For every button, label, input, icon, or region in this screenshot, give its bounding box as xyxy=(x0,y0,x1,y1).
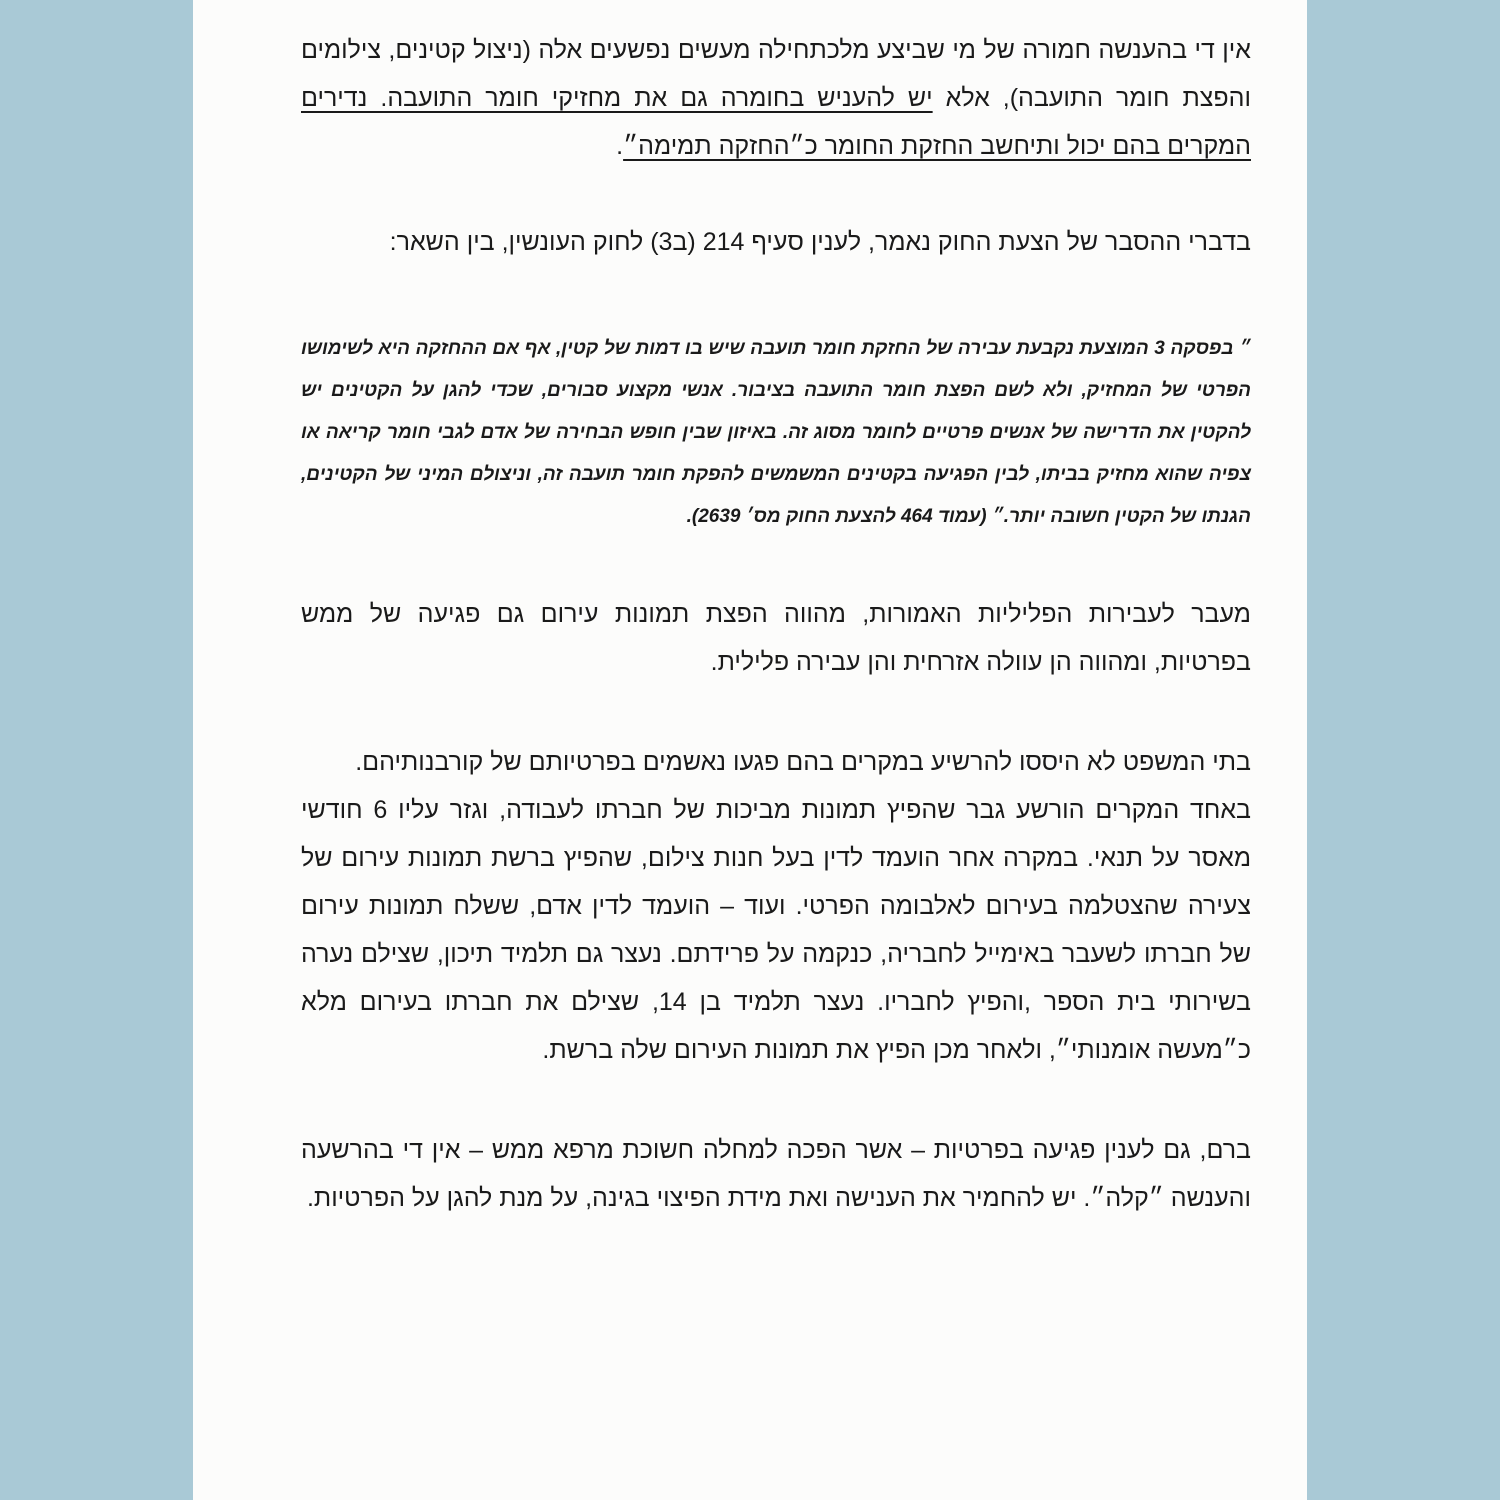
paragraph-privacy-violation: מעבר לעבירות הפליליות האמורות, מהווה הפצת תמונות עירום גם פגיעה של ממש בפרטיות, ומהווה הן עוולה אזרחית והן עבירה פלילית. xyxy=(301,600,1251,676)
underlined-emphasis: יש להעניש בחומרה גם את מחזיקי חומר התועבה. נדירים המקרים בהם יכול ותיחשב החזקת החומר כ״החזקה תמימה״ xyxy=(301,84,1251,160)
paragraph-case-examples: באחד המקרים הורשע גבר שהפיץ תמונות מביכות של חברתו לעבודה, וגזר עליו 6 חודשי מאסר על תנאי. במקרה אחר הועמד לדין בעל חנות צילום, שהפיץ ברשת תמונות עירום של צעירה שהצטלמה בעירום לאלבומה הפרטי. ועוד – הועמד לדין אדם, ששלח תמונות עירום של חברתו לשעבר באימייל לחבריה, כנקמה על פרידתם. נעצר גם תלמיד תיכון, שצילם נערה בשירותי בית הספר ,והפיץ לחבריו. נעצר תלמיד בן 14, שצילם את חברתו בעירום מלא כ״מעשה אומנותי״, ולאחר מכן הפיץ את תמונות העירום שלה ברשת. xyxy=(301,796,1252,1064)
paragraph-explanatory-notes: בדברי ההסבר של הצעת החוק נאמר, לענין סעיף 214 (ב3) לחוק העונשין, בין השאר: xyxy=(389,228,1251,256)
block-quote-bill: ״ בפסקה 3 המוצעת נקבעת עבירה של החזקת חומר תועבה שיש בו דמות של קטין, אף אם ההחזקה היא לשימושו הפרטי של המחזיק, ולא לשם הפצת חומר התועבה בציבור. אנשי מקצוע סבורים, שכדי להגן על הקטינים יש להקטין את הדרישה של אנשים פרטיים לחומר מסוג זה. באיזון שבין חופש הבחירה של אדם לגבי חומר קריאה או צפיה שהוא מחזיק בביתו, לבין הפגיעה בקטינים המשמשים להפקת חומר תועבה זה, וניצולם המיני של הקטינים, הגנתו של הקטין חשובה יותר.״ (עמוד 464 להצעת החוק מס׳ 2639). xyxy=(301,338,1251,527)
paragraph-conclusion: ברם, גם לענין פגיעה בפרטיות – אשר הפכה למחלה חשוכת מרפא ממש – אין די בהרשעה והענשה ״קלה״. יש להחמיר את הענישה ואת מידת הפיצוי בגינה, על מנת להגן על הפרטיות. xyxy=(301,1136,1251,1212)
paragraph-courts-convicted: בתי המשפט לא היססו להרשיע במקרים בהם פגעו נאשמים בפרטיותם של קורבנותיהם. xyxy=(355,748,1251,776)
paragraph-holders-punishment xyxy=(301,26,1251,170)
paragraph-end: . xyxy=(616,132,624,160)
document-page xyxy=(193,0,1307,1500)
paragraph-text: אין די בהענשה חמורה של מי שביצע מלכתחילה מעשים נפשעים אלה (ניצול קטינים, צילומים והפצת חומר התועבה), אלא xyxy=(301,36,1251,112)
